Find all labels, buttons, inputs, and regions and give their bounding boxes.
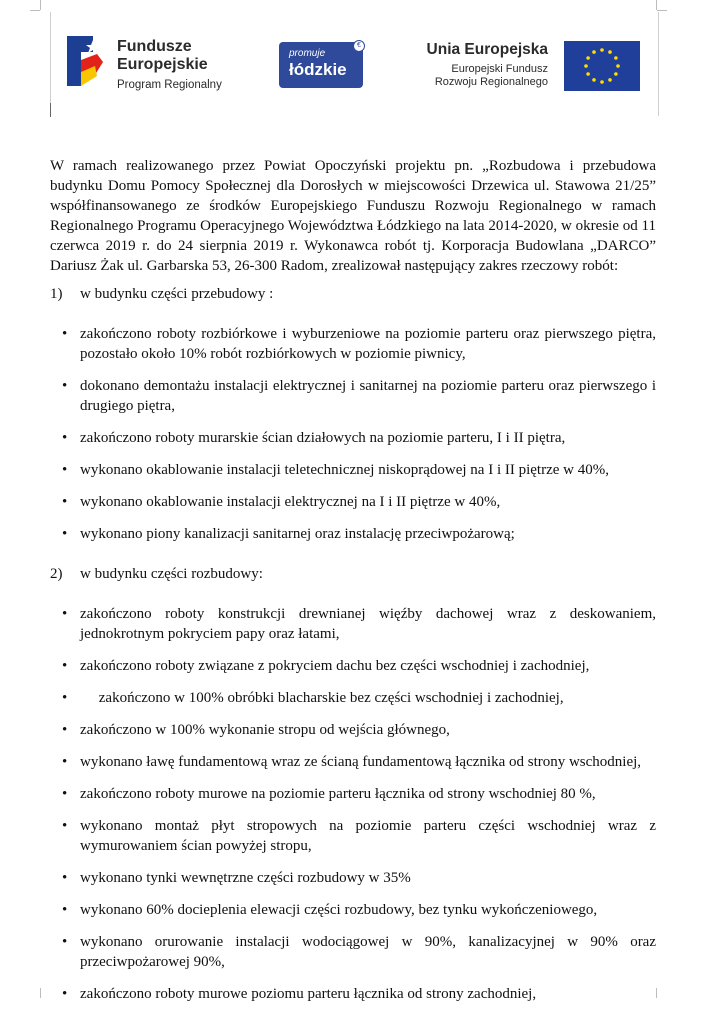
bullet-icon: •: [62, 934, 68, 950]
section2-item-text: wykonano ławę fundamentową wraz ze ścianą fundamentową łącznika od strony wschodniej,: [80, 754, 642, 770]
crop-mark-bottom-right: [656, 988, 657, 998]
section2-item-text: zakończono roboty murowe na poziomie parteru łącznika od strony wschodniej 80 %,: [80, 786, 596, 802]
bullet-icon: •: [62, 786, 68, 802]
bullet-icon: •: [62, 870, 68, 886]
bullet-icon: •: [62, 902, 68, 918]
eu-star: [600, 80, 604, 84]
fe-line1: Fundusze: [117, 38, 192, 55]
document-body: [50, 156, 660, 1016]
bullet-icon: •: [62, 606, 68, 622]
ue-sub2: Rozwoju Regionalnego: [434, 76, 548, 88]
bullet-icon: •: [62, 462, 68, 478]
crop-mark-top-right-h: [657, 10, 667, 11]
section2-item-text: zakończono roboty murowe poziomu parteru łącznika od strony zachodniej,: [80, 986, 537, 1002]
crop-mark-top-right: [656, 0, 657, 10]
list-item: [50, 816, 660, 856]
section2-item-text: zakończono w 100% obróbki blacharskie bez części wschodniej i zachodniej,: [80, 690, 564, 706]
section2-title: w budynku części rozbudowy:: [80, 566, 263, 582]
section2-item-text: wykonano tynki wewnętrzne części rozbudowy w 35%: [80, 870, 411, 886]
list-item: [50, 868, 656, 888]
section2-number: 2): [50, 566, 63, 582]
fundusze-europejskie-logo-icon: [67, 32, 107, 90]
list-item: [50, 604, 660, 644]
bullet-icon: •: [62, 430, 68, 446]
fe-line2: Europejskie: [117, 56, 208, 73]
list-item: [50, 752, 656, 772]
bullet-icon: •: [62, 986, 68, 1002]
section2-item-text: wykonano montaż płyt stropowych na poziomie parteru części wschodniej wraz z wymurowaniem ścian powyżej stropu,: [80, 818, 660, 854]
list-item: [50, 324, 660, 364]
eu-star: [608, 78, 612, 82]
bullet-icon: •: [62, 494, 68, 510]
eu-star: [592, 50, 596, 54]
unia-europejska-text: [427, 41, 548, 89]
list-item: [50, 784, 656, 804]
list-item: [50, 932, 660, 972]
intro-paragraph: W ramach realizowanego przez Powiat Opoczyński projektu pn. „Rozbudowa i przebudowa budynku Domu Pomocy Społecznej dla Dorosłych w miejscowości Drzewica ul. Stawowa 21/25” współfinansowanego ze środków Europejskiego Funduszu Rozwoju Regionalnego w ramach Regionalnego Programu Operacyjnego Województwa Łódzkiego na lata 2014-2020, w okresie od 11 czerwca 2019 r. do 24 sierpnia 2019 r. Wykonawca robót tj. Korporacja Budowlana „DARCO” Dariusz Żak ul. Garbarska 53, 26-300 Radom, zrealizował następujący zakres rzeczowy robót:: [50, 158, 656, 274]
list-item: [50, 460, 656, 480]
bullet-icon: •: [62, 378, 68, 394]
fe-line3: Program Regionalny: [117, 79, 222, 91]
list-item: [50, 492, 656, 512]
fundusze-europejskie-text: [117, 38, 222, 93]
list-item: [50, 720, 656, 740]
section2-item-text: wykonano 60% docieplenia elewacji części rozbudowy, bez tynku wykończeniowego,: [80, 902, 598, 918]
ue-title: Unia Europejska: [426, 41, 548, 58]
bullet-icon: •: [62, 722, 68, 738]
section1-list: [50, 324, 660, 544]
lodz-e-icon: €: [353, 40, 365, 52]
eu-star: [586, 56, 590, 60]
section2-item-text: zakończono w 100% wykonanie stropu od wejścia głównego,: [80, 722, 450, 738]
list-item: [50, 428, 656, 448]
crop-mark-bottom-left: [40, 988, 41, 998]
crop-mark-top-left-h: [30, 10, 40, 11]
bullet-icon: •: [62, 526, 68, 542]
section2-item-text: zakończono roboty konstrukcji drewnianej więźby dachowej wraz z deskowaniem, jednokrotnym pokryciem papy oraz łatami,: [80, 606, 660, 642]
eu-star: [614, 72, 618, 76]
list-item: [50, 900, 656, 920]
logo-header: [50, 12, 659, 116]
eu-star: [614, 56, 618, 60]
list-item: [50, 376, 660, 416]
bullet-icon: •: [62, 658, 68, 674]
eu-star: [586, 72, 590, 76]
list-item: [50, 688, 656, 708]
eu-star: [616, 64, 620, 68]
bullet-icon: •: [62, 754, 68, 770]
promuje-lodzkie-logo: [279, 42, 363, 88]
section1-item-text: wykonano piony kanalizacji sanitarnej oraz instalację przeciwpożarową;: [80, 526, 515, 542]
section2-list: [50, 604, 660, 1004]
eu-flag-icon: [564, 41, 640, 91]
eu-star: [592, 78, 596, 82]
section1-item-text: zakończono roboty rozbiórkowe i wyburzeniowe na poziomie parteru oraz pierwszego piętra, pozostało około 10% robót rozbiórkowych w poziomie piwnicy,: [80, 326, 660, 362]
section2-heading: [50, 564, 656, 584]
section2-item-text: zakończono roboty związane z pokryciem dachu bez części wschodniej i zachodniej,: [80, 658, 590, 674]
text-cursor: [50, 103, 51, 117]
lodz-small-text: promuje: [289, 48, 326, 59]
list-item: [50, 524, 656, 544]
section1-item-text: dokonano demontażu instalacji elektrycznej i sanitarnej na poziomie parteru oraz pierwszego i drugiego piętra,: [80, 378, 660, 414]
lodz-main-text: łódzkie: [289, 60, 347, 79]
section2-item-text: wykonano orurowanie instalacji wodociągowej w 90%, kanalizacyjnej w 90% oraz przeciwpożarowej 90%,: [80, 934, 660, 970]
bullet-icon: •: [62, 690, 68, 706]
eu-star: [608, 50, 612, 54]
section1-number: 1): [50, 286, 63, 302]
bullet-icon: •: [62, 326, 68, 342]
section1-title: w budynku części przebudowy :: [80, 286, 274, 302]
section1-item-text: zakończono roboty murarskie ścian działowych na poziomie parteru, I i II piętra,: [80, 430, 566, 446]
list-item: [50, 656, 656, 676]
bullet-icon: •: [62, 818, 68, 834]
crop-mark-top-left: [40, 0, 41, 10]
section1-heading: [50, 284, 656, 304]
section1-item-text: wykonano okablowanie instalacji elektrycznej na I i II piętrze w 40%,: [80, 494, 501, 510]
list-item: [50, 984, 656, 1004]
eu-star: [584, 64, 588, 68]
section1-item-text: wykonano okablowanie instalacji teletechnicznej niskoprądowej na I i II piętrze w 40%,: [80, 462, 609, 478]
eu-star: [600, 48, 604, 52]
ue-sub1: Europejski Fundusz: [451, 63, 548, 75]
